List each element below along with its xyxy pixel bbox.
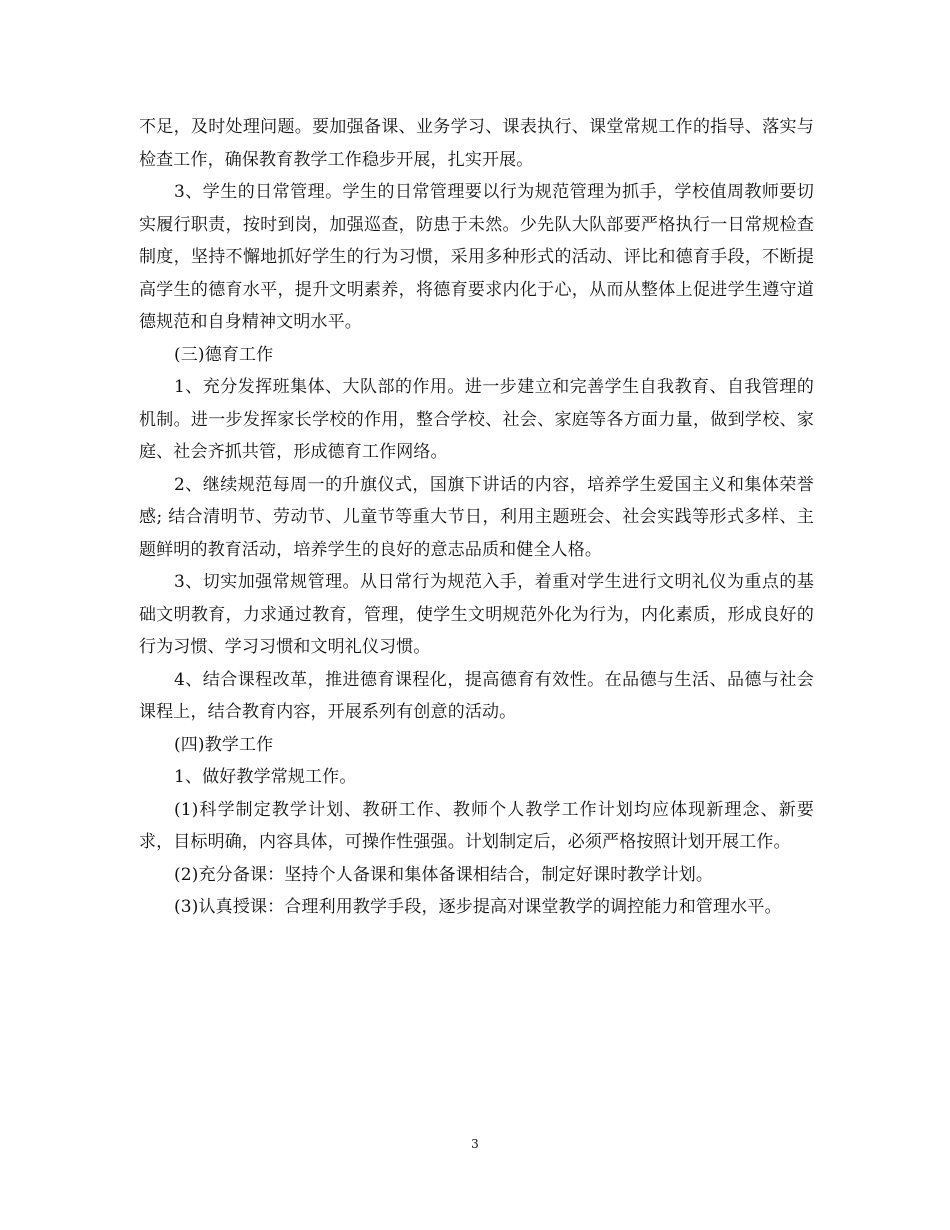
paragraph: 3、学生的日常管理。学生的日常管理要以行为规范管理为抓手，学校值周教师要切实履行职责，按时到岗，加强巡查，防患于未然。少先队大队部要严格执行一日常规检查制度，坚持不懈地抓好学生的行为习惯，采用多种形式的活动、评比和德育手段，不断提高学生的德育水平，提升文明素养，将德育要求内化于心，从而从整体上促进学生遵守道德规范和自身精神文明水平。 xyxy=(139,182,814,332)
paragraph: 3、切实加强常规管理。从日常行为规范入手，着重对学生进行文明礼仪为重点的基础文明教育，力求通过教育，管理，使学生文明规范外化为行为，内化素质，形成良好的行为习惯、学习习惯和文明礼仪习惯。 xyxy=(139,572,814,657)
page-number: 3 xyxy=(471,1137,479,1151)
paragraph: (3)认真授课：合理利用教学手段，逐步提高对课堂教学的调控能力和管理水平。 xyxy=(174,897,782,917)
paragraph: (2)充分备课：坚持个人备课和集体备课相结合，制定好课时教学计划。 xyxy=(174,864,714,885)
paragraph: 2、继续规范每周一的升旗仪式，国旗下讲话的内容，培养学生爱国主义和集体荣誉感; 结合清明节、劳动节、儿童节等重大节日，利用主题班会、社会实践等形式多样、主题鲜明的教育活动，培养学生的良好的意志品质和健全人格。 xyxy=(139,474,814,560)
paragraph: 不足，及时处理问题。要加强备课、业务学习、课表执行、课堂常规工作的指导、落实与检查工作，确保教育教学工作稳步开展，扎实开展。 xyxy=(139,117,814,170)
section-heading: (四)教学工作 xyxy=(174,734,274,755)
paragraph: 1、做好教学常规工作。 xyxy=(174,767,357,787)
section-heading: (三)德育工作 xyxy=(174,344,274,365)
paragraph: (1)科学制定教学计划、教研工作、教师个人教学工作计划均应体现新理念、新要求，目标明确，内容具体，可操作性强强。计划制定后，必须严格按照计划开展工作。 xyxy=(139,799,814,852)
paragraph: 1、充分发挥班集体、大队部的作用。进一步建立和完善学生自我教育、自我管理的机制。进一步发挥家长学校的作用，整合学校、社会、家庭等各方面力量，做到学校、家庭、社会齐抓共管，形成德育工作网络。 xyxy=(139,377,814,462)
paragraph: 4、结合课程改革，推进德育课程化，提高德育有效性。在品德与生活、品德与社会课程上，结合教育内容，开展系列有创意的活动。 xyxy=(139,669,814,722)
document-body xyxy=(139,111,814,924)
